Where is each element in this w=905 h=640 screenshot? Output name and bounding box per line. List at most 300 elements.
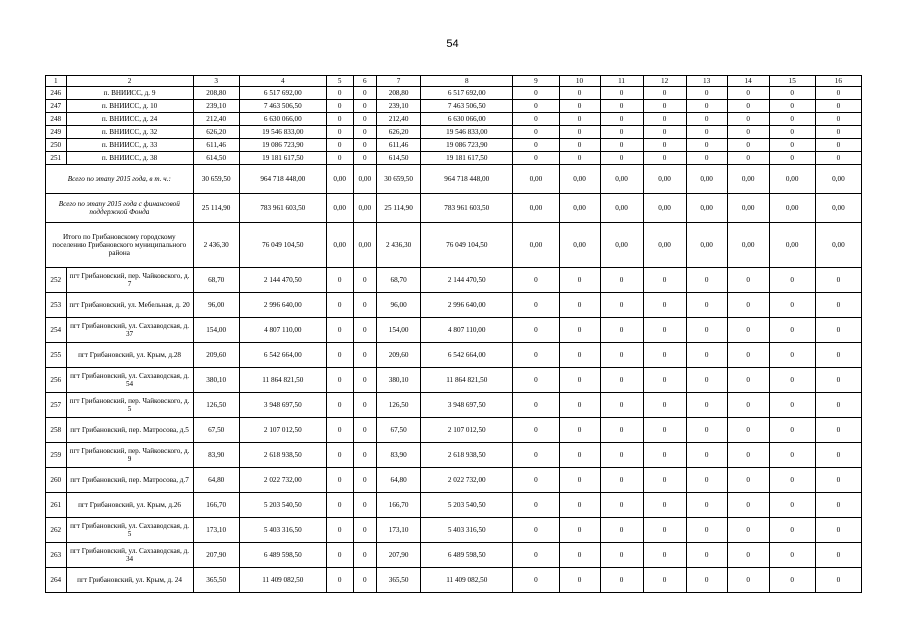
column-header: 15	[769, 76, 815, 87]
value-cell: 0	[815, 518, 861, 543]
table-row	[46, 152, 862, 165]
total-label: Всего по этапу 2015 года с финансовой поддержкой Фонда	[46, 194, 194, 223]
total-value: 0,00	[600, 194, 643, 223]
table-row	[46, 493, 862, 518]
value-cell: 154,00	[377, 318, 421, 343]
value-cell: 0	[643, 139, 686, 152]
value-cell: 0	[353, 268, 377, 293]
value-cell: 0	[815, 443, 861, 468]
total-value: 0,00	[353, 194, 377, 223]
value-cell: 0	[326, 568, 353, 593]
value-cell: 0	[600, 293, 643, 318]
value-cell: 0	[559, 139, 600, 152]
value-cell: 5 203 540,50	[239, 493, 326, 518]
value-cell: 0	[513, 343, 559, 368]
value-cell: 83,90	[193, 443, 239, 468]
value-cell: 2 618 938,50	[421, 443, 513, 468]
value-cell: 0	[600, 87, 643, 100]
table-row	[46, 568, 862, 593]
value-cell: 0	[769, 152, 815, 165]
value-cell: 0	[686, 318, 727, 343]
value-cell: 0	[769, 568, 815, 593]
total-value: 30 659,50	[193, 165, 239, 194]
value-cell: 6 542 664,00	[239, 343, 326, 368]
value-cell: 0	[600, 100, 643, 113]
total-value: 964 718 448,00	[239, 165, 326, 194]
value-cell: 0	[600, 126, 643, 139]
row-number: 257	[46, 393, 67, 418]
value-cell: 0	[686, 293, 727, 318]
value-cell: 0	[727, 468, 769, 493]
value-cell: 0	[326, 368, 353, 393]
value-cell: 0	[326, 393, 353, 418]
value-cell: 0	[326, 152, 353, 165]
value-cell: 4 807 110,00	[239, 318, 326, 343]
total-label: Итого по Грибановскому городскому поселению Грибановского муниципального района	[46, 223, 194, 268]
value-cell: 166,70	[377, 493, 421, 518]
value-cell: 0	[643, 126, 686, 139]
value-cell: 0	[326, 518, 353, 543]
row-number: 252	[46, 268, 67, 293]
value-cell: 0	[600, 113, 643, 126]
value-cell: 0	[686, 268, 727, 293]
total-value: 0,00	[769, 165, 815, 194]
row-number: 253	[46, 293, 67, 318]
value-cell: 0	[326, 126, 353, 139]
value-cell: 2 996 640,00	[239, 293, 326, 318]
value-cell: 0	[326, 113, 353, 126]
table-row	[46, 87, 862, 100]
value-cell: 0	[686, 368, 727, 393]
value-cell: 0	[559, 443, 600, 468]
value-cell: 0	[686, 87, 727, 100]
row-number: 250	[46, 139, 67, 152]
column-header: 6	[353, 76, 377, 87]
address-cell: пгт Грибановский, ул. Сахзаводская, д. 5	[66, 518, 193, 543]
total-value: 76 049 104,50	[421, 223, 513, 268]
value-cell: 0	[513, 543, 559, 568]
value-cell: 0	[643, 268, 686, 293]
row-number: 255	[46, 343, 67, 368]
column-header: 11	[600, 76, 643, 87]
value-cell: 6 542 664,00	[421, 343, 513, 368]
row-number: 264	[46, 568, 67, 593]
value-cell: 0	[559, 468, 600, 493]
value-cell: 611,46	[193, 139, 239, 152]
value-cell: 0	[643, 468, 686, 493]
table-row	[46, 139, 862, 152]
total-value: 0,00	[559, 194, 600, 223]
table-row	[46, 368, 862, 393]
value-cell: 0	[769, 139, 815, 152]
address-cell: п. ВНИИСС, д. 10	[66, 100, 193, 113]
value-cell: 0	[769, 468, 815, 493]
value-cell: 154,00	[193, 318, 239, 343]
total-value: 0,00	[727, 223, 769, 268]
value-cell: 0	[643, 343, 686, 368]
value-cell: 0	[600, 493, 643, 518]
address-cell: пгт Грибановский, ул. Крым, д.26	[66, 493, 193, 518]
value-cell: 0	[815, 343, 861, 368]
housing-registry-table	[45, 75, 862, 593]
value-cell: 83,90	[377, 443, 421, 468]
value-cell: 0	[513, 293, 559, 318]
value-cell: 126,50	[377, 393, 421, 418]
value-cell: 0	[727, 493, 769, 518]
total-value: 0,00	[513, 165, 559, 194]
value-cell: 0	[353, 393, 377, 418]
value-cell: 0	[686, 443, 727, 468]
value-cell: 0	[600, 418, 643, 443]
value-cell: 11 864 821,50	[421, 368, 513, 393]
value-cell: 11 864 821,50	[239, 368, 326, 393]
value-cell: 0	[643, 318, 686, 343]
value-cell: 6 517 692,00	[421, 87, 513, 100]
column-header: 7	[377, 76, 421, 87]
value-cell: 0	[513, 418, 559, 443]
value-cell: 4 807 110,00	[421, 318, 513, 343]
column-header: 14	[727, 76, 769, 87]
value-cell: 0	[727, 343, 769, 368]
total-value: 0,00	[815, 165, 861, 194]
value-cell: 0	[353, 493, 377, 518]
address-cell: пгт Грибановский, ул. Мебельная, д. 20	[66, 293, 193, 318]
total-value: 783 961 603,50	[421, 194, 513, 223]
total-value: 0,00	[353, 165, 377, 194]
row-number: 263	[46, 543, 67, 568]
value-cell: 0	[815, 139, 861, 152]
total-value: 0,00	[643, 194, 686, 223]
value-cell: 0	[727, 113, 769, 126]
total-value: 0,00	[643, 223, 686, 268]
value-cell: 239,10	[193, 100, 239, 113]
value-cell: 0	[727, 293, 769, 318]
column-header: 9	[513, 76, 559, 87]
column-header: 1	[46, 76, 67, 87]
value-cell: 96,00	[193, 293, 239, 318]
page-number: 54	[446, 38, 459, 50]
value-cell: 2 996 640,00	[421, 293, 513, 318]
value-cell: 365,50	[377, 568, 421, 593]
value-cell: 0	[559, 113, 600, 126]
total-value: 0,00	[815, 223, 861, 268]
value-cell: 0	[600, 568, 643, 593]
value-cell: 0	[686, 126, 727, 139]
table-row	[46, 113, 862, 126]
total-value: 0,00	[769, 194, 815, 223]
value-cell: 0	[326, 100, 353, 113]
value-cell: 626,20	[377, 126, 421, 139]
total-value: 0,00	[686, 223, 727, 268]
value-cell: 0	[353, 126, 377, 139]
total-row	[46, 194, 862, 223]
value-cell: 0	[727, 152, 769, 165]
value-cell: 0	[326, 468, 353, 493]
value-cell: 0	[326, 343, 353, 368]
column-header: 16	[815, 76, 861, 87]
value-cell: 0	[600, 393, 643, 418]
column-header: 12	[643, 76, 686, 87]
value-cell: 614,50	[377, 152, 421, 165]
value-cell: 6 489 598,50	[421, 543, 513, 568]
value-cell: 0	[559, 493, 600, 518]
value-cell: 64,80	[193, 468, 239, 493]
column-header: 13	[686, 76, 727, 87]
value-cell: 0	[815, 468, 861, 493]
value-cell: 0	[686, 568, 727, 593]
value-cell: 207,90	[193, 543, 239, 568]
value-cell: 0	[769, 87, 815, 100]
value-cell: 0	[727, 100, 769, 113]
address-cell: п. ВНИИСС, д. 24	[66, 113, 193, 126]
total-value: 25 114,90	[193, 194, 239, 223]
table-row	[46, 318, 862, 343]
value-cell: 0	[686, 493, 727, 518]
value-cell: 0	[353, 100, 377, 113]
row-number: 258	[46, 418, 67, 443]
value-cell: 0	[513, 568, 559, 593]
value-cell: 0	[727, 139, 769, 152]
row-number: 256	[46, 368, 67, 393]
value-cell: 0	[326, 268, 353, 293]
row-number: 246	[46, 87, 67, 100]
value-cell: 0	[815, 568, 861, 593]
value-cell: 67,50	[377, 418, 421, 443]
value-cell: 0	[769, 318, 815, 343]
value-cell: 173,10	[193, 518, 239, 543]
address-cell: п. ВНИИСС, д. 32	[66, 126, 193, 139]
value-cell: 0	[513, 139, 559, 152]
value-cell: 0	[326, 293, 353, 318]
value-cell: 6 630 066,00	[421, 113, 513, 126]
value-cell: 0	[353, 543, 377, 568]
value-cell: 11 409 082,50	[239, 568, 326, 593]
value-cell: 0	[513, 87, 559, 100]
value-cell: 0	[727, 268, 769, 293]
table-row	[46, 343, 862, 368]
total-value: 0,00	[727, 194, 769, 223]
value-cell: 0	[600, 318, 643, 343]
value-cell: 0	[559, 126, 600, 139]
value-cell: 0	[513, 468, 559, 493]
value-cell: 0	[686, 343, 727, 368]
address-cell: п. ВНИИСС, д. 9	[66, 87, 193, 100]
value-cell: 0	[559, 518, 600, 543]
value-cell: 380,10	[193, 368, 239, 393]
row-number: 247	[46, 100, 67, 113]
value-cell: 0	[353, 368, 377, 393]
table-row	[46, 293, 862, 318]
value-cell: 7 463 506,50	[421, 100, 513, 113]
total-label: Всего по этапу 2015 года, в т. ч.:	[46, 165, 194, 194]
value-cell: 0	[513, 368, 559, 393]
value-cell: 2 107 012,50	[421, 418, 513, 443]
total-value: 0,00	[326, 165, 353, 194]
value-cell: 0	[513, 152, 559, 165]
value-cell: 173,10	[377, 518, 421, 543]
value-cell: 0	[353, 418, 377, 443]
value-cell: 0	[513, 318, 559, 343]
total-value: 2 436,30	[193, 223, 239, 268]
value-cell: 209,60	[193, 343, 239, 368]
total-value: 0,00	[727, 165, 769, 194]
value-cell: 0	[326, 443, 353, 468]
value-cell: 0	[815, 293, 861, 318]
value-cell: 0	[559, 87, 600, 100]
table-row	[46, 468, 862, 493]
value-cell: 0	[353, 518, 377, 543]
total-value: 0,00	[815, 194, 861, 223]
column-header: 10	[559, 76, 600, 87]
total-value: 0,00	[559, 223, 600, 268]
value-cell: 0	[686, 393, 727, 418]
value-cell: 0	[686, 100, 727, 113]
value-cell: 0	[769, 368, 815, 393]
value-cell: 11 409 082,50	[421, 568, 513, 593]
value-cell: 0	[815, 126, 861, 139]
row-number: 248	[46, 113, 67, 126]
value-cell: 19 181 617,50	[421, 152, 513, 165]
value-cell: 0	[769, 393, 815, 418]
value-cell: 207,90	[377, 543, 421, 568]
total-value: 0,00	[769, 223, 815, 268]
value-cell: 626,20	[193, 126, 239, 139]
value-cell: 0	[643, 368, 686, 393]
value-cell: 209,60	[377, 343, 421, 368]
value-cell: 0	[326, 318, 353, 343]
value-cell: 19 546 833,00	[239, 126, 326, 139]
value-cell: 2 107 012,50	[239, 418, 326, 443]
value-cell: 0	[769, 443, 815, 468]
value-cell: 19 181 617,50	[239, 152, 326, 165]
total-value: 0,00	[643, 165, 686, 194]
value-cell: 365,50	[193, 568, 239, 593]
total-value: 0,00	[513, 223, 559, 268]
value-cell: 0	[815, 493, 861, 518]
address-cell: пгт Грибановский, ул. Сахзаводская, д. 37	[66, 318, 193, 343]
value-cell: 5 403 316,50	[239, 518, 326, 543]
row-number: 259	[46, 443, 67, 468]
value-cell: 0	[600, 518, 643, 543]
total-value: 25 114,90	[377, 194, 421, 223]
value-cell: 0	[727, 393, 769, 418]
total-value: 2 436,30	[377, 223, 421, 268]
value-cell: 0	[686, 152, 727, 165]
total-value: 0,00	[513, 194, 559, 223]
value-cell: 0	[815, 543, 861, 568]
value-cell: 2 144 470,50	[421, 268, 513, 293]
value-cell: 0	[326, 543, 353, 568]
address-cell: пгт Грибановский, ул. Сахзаводская, д. 54	[66, 368, 193, 393]
value-cell: 0	[727, 543, 769, 568]
value-cell: 96,00	[377, 293, 421, 318]
value-cell: 5 203 540,50	[421, 493, 513, 518]
value-cell: 0	[815, 87, 861, 100]
value-cell: 0	[643, 152, 686, 165]
value-cell: 0	[600, 268, 643, 293]
value-cell: 0	[769, 543, 815, 568]
total-value: 0,00	[326, 194, 353, 223]
value-cell: 0	[559, 152, 600, 165]
value-cell: 0	[600, 443, 643, 468]
value-cell: 2 022 732,00	[421, 468, 513, 493]
total-value: 964 718 448,00	[421, 165, 513, 194]
total-value: 0,00	[686, 194, 727, 223]
value-cell: 0	[559, 293, 600, 318]
column-header: 2	[66, 76, 193, 87]
value-cell: 0	[727, 368, 769, 393]
row-number: 249	[46, 126, 67, 139]
value-cell: 0	[643, 543, 686, 568]
value-cell: 0	[769, 493, 815, 518]
value-cell: 0	[815, 100, 861, 113]
value-cell: 0	[815, 152, 861, 165]
value-cell: 0	[513, 393, 559, 418]
value-cell: 0	[353, 568, 377, 593]
value-cell: 0	[769, 100, 815, 113]
value-cell: 0	[769, 418, 815, 443]
value-cell: 0	[815, 113, 861, 126]
value-cell: 0	[559, 543, 600, 568]
value-cell: 0	[559, 343, 600, 368]
value-cell: 0	[769, 268, 815, 293]
value-cell: 0	[353, 87, 377, 100]
value-cell: 0	[727, 418, 769, 443]
value-cell: 0	[643, 87, 686, 100]
value-cell: 0	[815, 393, 861, 418]
value-cell: 0	[559, 418, 600, 443]
value-cell: 212,40	[377, 113, 421, 126]
value-cell: 0	[643, 100, 686, 113]
address-cell: п. ВНИИСС, д. 33	[66, 139, 193, 152]
value-cell: 0	[600, 543, 643, 568]
value-cell: 0	[513, 113, 559, 126]
value-cell: 0	[643, 443, 686, 468]
address-cell: пгт Грибановский, пер. Чайковского, д. 7	[66, 268, 193, 293]
value-cell: 166,70	[193, 493, 239, 518]
value-cell: 0	[769, 126, 815, 139]
value-cell: 6 630 066,00	[239, 113, 326, 126]
value-cell: 19 086 723,90	[239, 139, 326, 152]
value-cell: 67,50	[193, 418, 239, 443]
total-value: 783 961 603,50	[239, 194, 326, 223]
value-cell: 0	[326, 139, 353, 152]
row-number: 251	[46, 152, 67, 165]
value-cell: 7 463 506,50	[239, 100, 326, 113]
total-value: 0,00	[600, 165, 643, 194]
value-cell: 3 948 697,50	[421, 393, 513, 418]
value-cell: 380,10	[377, 368, 421, 393]
value-cell: 0	[353, 152, 377, 165]
value-cell: 0	[513, 493, 559, 518]
value-cell: 212,40	[193, 113, 239, 126]
value-cell: 0	[769, 293, 815, 318]
value-cell: 0	[353, 318, 377, 343]
value-cell: 0	[769, 518, 815, 543]
total-value: 0,00	[559, 165, 600, 194]
address-cell: пгт Грибановский, пер. Чайковского, д. 9	[66, 443, 193, 468]
value-cell: 0	[600, 468, 643, 493]
table-body	[46, 76, 862, 593]
value-cell: 0	[326, 418, 353, 443]
value-cell: 0	[513, 100, 559, 113]
value-cell: 19 546 833,00	[421, 126, 513, 139]
value-cell: 5 403 316,50	[421, 518, 513, 543]
value-cell: 0	[643, 393, 686, 418]
value-cell: 0	[353, 113, 377, 126]
value-cell: 0	[686, 543, 727, 568]
value-cell: 0	[727, 126, 769, 139]
